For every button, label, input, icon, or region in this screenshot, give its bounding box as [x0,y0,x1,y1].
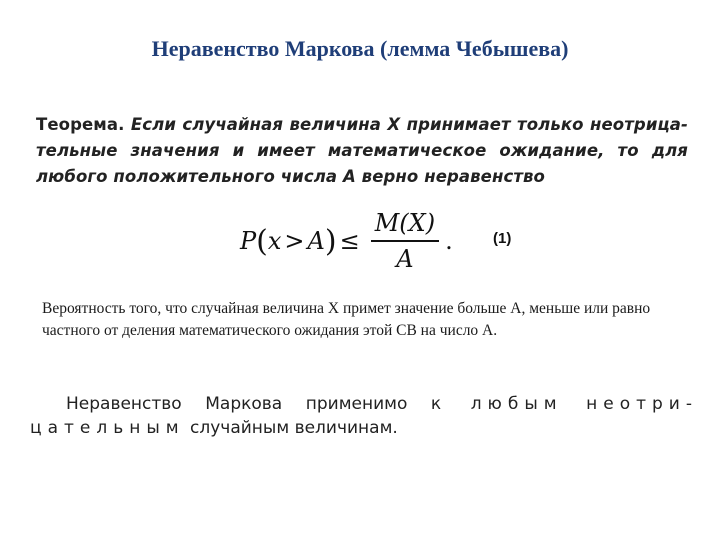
note-word: Маркова [205,394,283,414]
formula-fraction [371,209,439,273]
formula-denominator: A [396,245,414,273]
theorem-statement [36,112,688,190]
formula-close-paren: ) [324,223,337,259]
note-line-2 [30,416,398,440]
equation-number: (1) [493,230,512,247]
formula-x: x [267,227,282,255]
formula-p: P [240,227,257,255]
formula-gt: > [284,227,305,255]
theorem-label: Теорема. [36,115,125,134]
formula-numerator: M(X) [371,209,439,242]
note-line-1 [66,392,698,416]
note-word: Неравенство [66,394,182,414]
formula-le: ≤ [339,227,360,255]
explanation-text: Вероятность того, что случайная величина X примет значение больше A, меньше или равно частного от деления математического ожидания этой СВ на число A. [42,300,651,339]
note-word: цательным [30,418,185,438]
note-word: случайным величинам. [190,418,398,438]
formula-period: . [445,227,453,255]
formula-open-paren: ( [256,223,268,259]
markov-inequality-formula [240,208,453,274]
note-word: неотри- [586,394,698,414]
theorem-text: Если случайная величина X принимает только неотрица-тельные значения и имеет математическое ожидание, то для любого положительного числа A верно неравенство [36,115,688,186]
note-word: любым [470,394,563,414]
note-word: применимо [305,394,408,414]
note-word: к [430,394,448,414]
slide-title: Неравенство Маркова (лемма Чебышева) [151,36,569,61]
formula-a: A [307,227,325,255]
